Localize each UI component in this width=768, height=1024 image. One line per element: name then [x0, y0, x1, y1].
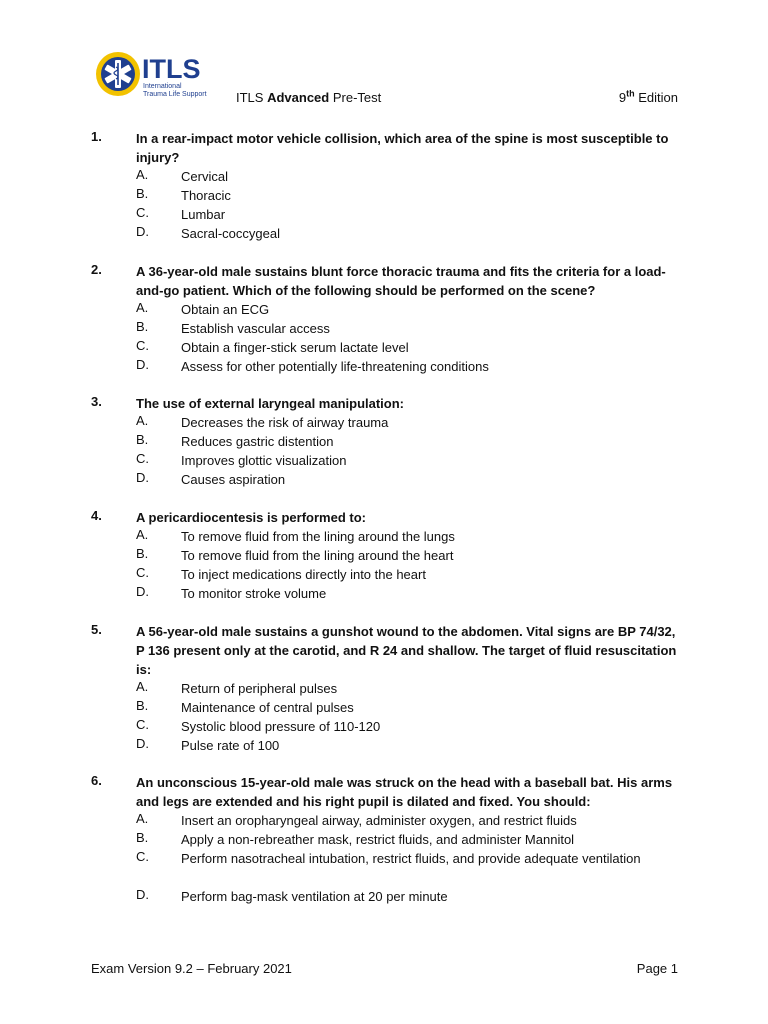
option-letter: D. [136, 224, 149, 239]
svg-text:International: International [143, 83, 182, 90]
option-letter: C. [136, 338, 149, 353]
option-letter: A. [136, 679, 149, 694]
option-text: To monitor stroke volume [181, 586, 327, 601]
option-text: Systolic blood pressure of 110-120 [181, 719, 381, 734]
itls-logo [94, 50, 224, 102]
edition-label: 9th Edition [618, 88, 678, 105]
option-letter: D. [136, 736, 149, 751]
option-text: To remove fluid from the lining around the heart [181, 548, 454, 563]
option-text: Decreases the risk of airway trauma [181, 415, 389, 430]
option-text: Perform nasotracheal intubation, restrict fluids, and provide adequate ventilation [181, 851, 641, 866]
option-letter: A. [136, 300, 149, 315]
option-text: Assess for other potentially life-threatening conditions [181, 359, 489, 374]
option-letter: B. [136, 432, 149, 447]
option-text: Apply a non-rebreather mask, restrict fluids, and administer Mannitol [181, 832, 575, 847]
option-text: Obtain a finger-stick serum lactate level [181, 340, 409, 355]
question-number: 4. [91, 508, 102, 523]
question-text: A 56-year-old male sustains a gunshot wound to the abdomen. Vital signs are BP 74/32, P 136 present only at the carotid, and R 24 and shallow. The target of fluid resuscitation is: [136, 624, 677, 677]
option-text: Obtain an ECG [181, 302, 270, 317]
option-letter: B. [136, 546, 149, 561]
option-letter: C. [136, 451, 149, 466]
option-text: Causes aspiration [181, 472, 286, 487]
question-number: 6. [91, 773, 102, 788]
option-letter: D. [136, 584, 149, 599]
option-letter: D. [136, 357, 149, 372]
document-title: ITLS Advanced Pre-Test [236, 90, 382, 105]
option-letter: A. [136, 167, 149, 182]
option-letter: C. [136, 205, 149, 220]
option-letter: A. [136, 811, 149, 826]
option-text: Lumbar [181, 207, 226, 222]
option-text: Establish vascular access [181, 321, 330, 336]
option-text: Maintenance of central pulses [181, 700, 354, 715]
option-letter: D. [136, 887, 149, 902]
option-letter: B. [136, 698, 149, 713]
question-text: The use of external laryngeal manipulation: [136, 396, 405, 411]
option-text: Thoracic [181, 188, 231, 203]
option-letter: B. [136, 830, 149, 845]
option-text: Sacral-coccygeal [181, 226, 280, 241]
question-text: A pericardiocentesis is performed to: [136, 510, 366, 525]
exam-version: Exam Version 9.2 – February 2021 [91, 961, 292, 976]
question-text: A 36-year-old male sustains blunt force thoracic trauma and fits the criteria for a load-and-go patient. Which of the following should be performed on the scene? [136, 264, 666, 298]
option-text: To remove fluid from the lining around the lungs [181, 529, 455, 544]
option-letter: D. [136, 470, 149, 485]
option-text: Reduces gastric distention [181, 434, 334, 449]
question-number: 2. [91, 262, 102, 277]
option-letter: A. [136, 527, 149, 542]
question-text: In a rear-impact motor vehicle collision, which area of the spine is most susceptible to injury? [136, 131, 669, 165]
option-letter: C. [136, 717, 149, 732]
question-text: An unconscious 15-year-old male was struck on the head with a baseball bat. His arms and legs are extended and his right pupil is dilated and fixed. You should: [136, 775, 673, 809]
option-letter: B. [136, 186, 149, 201]
question-number: 3. [91, 394, 102, 409]
option-letter: B. [136, 319, 149, 334]
star-of-life-icon [94, 50, 224, 102]
option-text: Perform bag-mask ventilation at 20 per minute [181, 889, 448, 904]
option-text: Insert an oropharyngeal airway, administer oxygen, and restrict fluids [181, 813, 577, 828]
svg-text:ITLS: ITLS [142, 54, 201, 84]
option-letter: C. [136, 565, 149, 580]
svg-text:Trauma Life Support: Trauma Life Support [143, 91, 207, 98]
option-letter: C. [136, 849, 149, 864]
option-text: Return of peripheral pulses [181, 681, 338, 696]
question-number: 5. [91, 622, 102, 637]
option-text: Improves glottic visualization [181, 453, 347, 468]
option-text: To inject medications directly into the heart [181, 567, 426, 582]
option-text: Cervical [181, 169, 228, 184]
option-text: Pulse rate of 100 [181, 738, 280, 753]
question-number: 1. [91, 129, 102, 144]
option-letter: A. [136, 413, 149, 428]
page-number: Page 1 [636, 961, 678, 976]
